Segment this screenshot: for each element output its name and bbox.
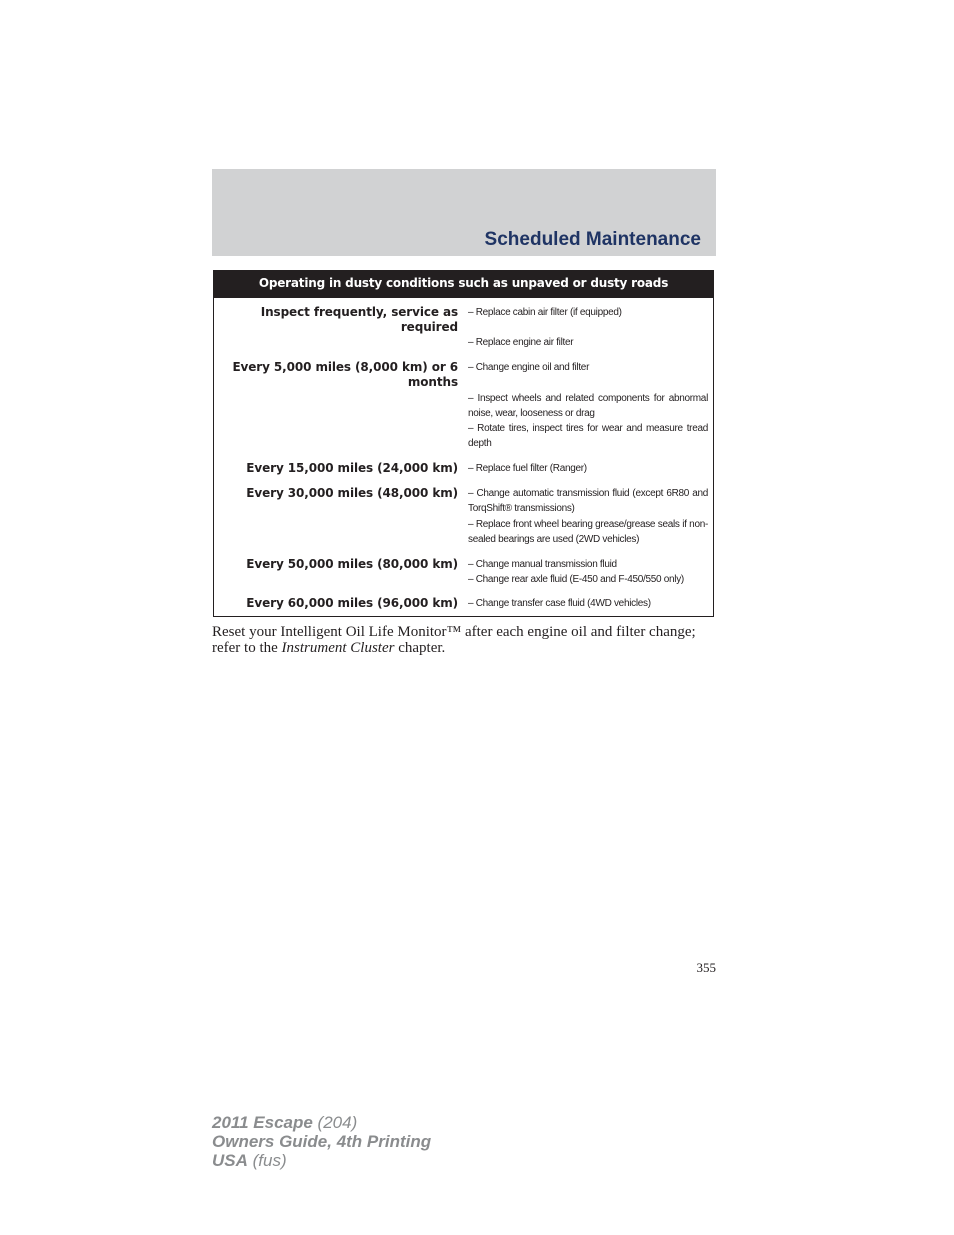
section-title: Scheduled Maintenance <box>484 229 701 250</box>
chapter-reference: Instrument Cluster <box>281 640 395 656</box>
task-item: – Change manual transmission fluid <box>468 559 617 570</box>
header-band <box>212 169 716 256</box>
task-item: – Replace cabin air filter (if equipped) <box>468 307 622 318</box>
page-number: 355 <box>696 960 716 975</box>
task-item: – Change transfer case fluid (4WD vehicles) <box>468 598 651 609</box>
footer-market-code: (fus) <box>247 1151 287 1170</box>
task-item: – Replace engine air filter <box>468 337 574 348</box>
table-header: Operating in dusty conditions such as unpaved or dusty roads <box>214 271 713 298</box>
task-item: – Change engine oil and filter <box>468 362 590 373</box>
task-item: – Rotate tires, inspect tires for wear and measure tread depth <box>468 423 708 449</box>
interval-label: Every 5,000 miles (8,000 km) or 6 months <box>232 360 458 389</box>
footer-guide: Owners Guide, 4th Printing <box>212 1132 432 1151</box>
task-item: – Change automatic transmission fluid (except 6R80 and TorqShift® transmissions) <box>468 488 708 514</box>
interval-label: Every 30,000 miles (48,000 km) <box>246 486 458 500</box>
interval-label: Every 50,000 miles (80,000 km) <box>246 557 458 571</box>
task-item: – Replace fuel filter (Ranger) <box>468 463 587 474</box>
interval-label: Inspect frequently, service as required <box>260 305 458 334</box>
task-item: – Inspect wheels and related components for abnormal noise, wear, looseness or drag <box>468 393 708 419</box>
document-footer <box>212 1113 431 1170</box>
task-item: – Change rear axle fluid (E-450 and F-450/550 only) <box>468 574 684 585</box>
oil-monitor-note <box>212 624 716 656</box>
footer-model-code: (204) <box>312 1113 358 1132</box>
interval-label: Every 15,000 miles (24,000 km) <box>246 461 458 475</box>
footer-market: USA <box>212 1151 248 1170</box>
maintenance-table <box>213 270 714 617</box>
interval-label: Every 60,000 miles (96,000 km) <box>246 596 458 610</box>
task-item: – Replace front wheel bearing grease/grease seals if non-sealed bearings are used (2WD vehicles) <box>468 519 708 545</box>
footer-model: 2011 Escape <box>212 1113 313 1132</box>
note-text: Reset your Intelligent Oil Life Monitor™ after each engine oil and filter change; refer to the <box>212 624 696 656</box>
note-text-end: chapter. <box>394 640 446 656</box>
